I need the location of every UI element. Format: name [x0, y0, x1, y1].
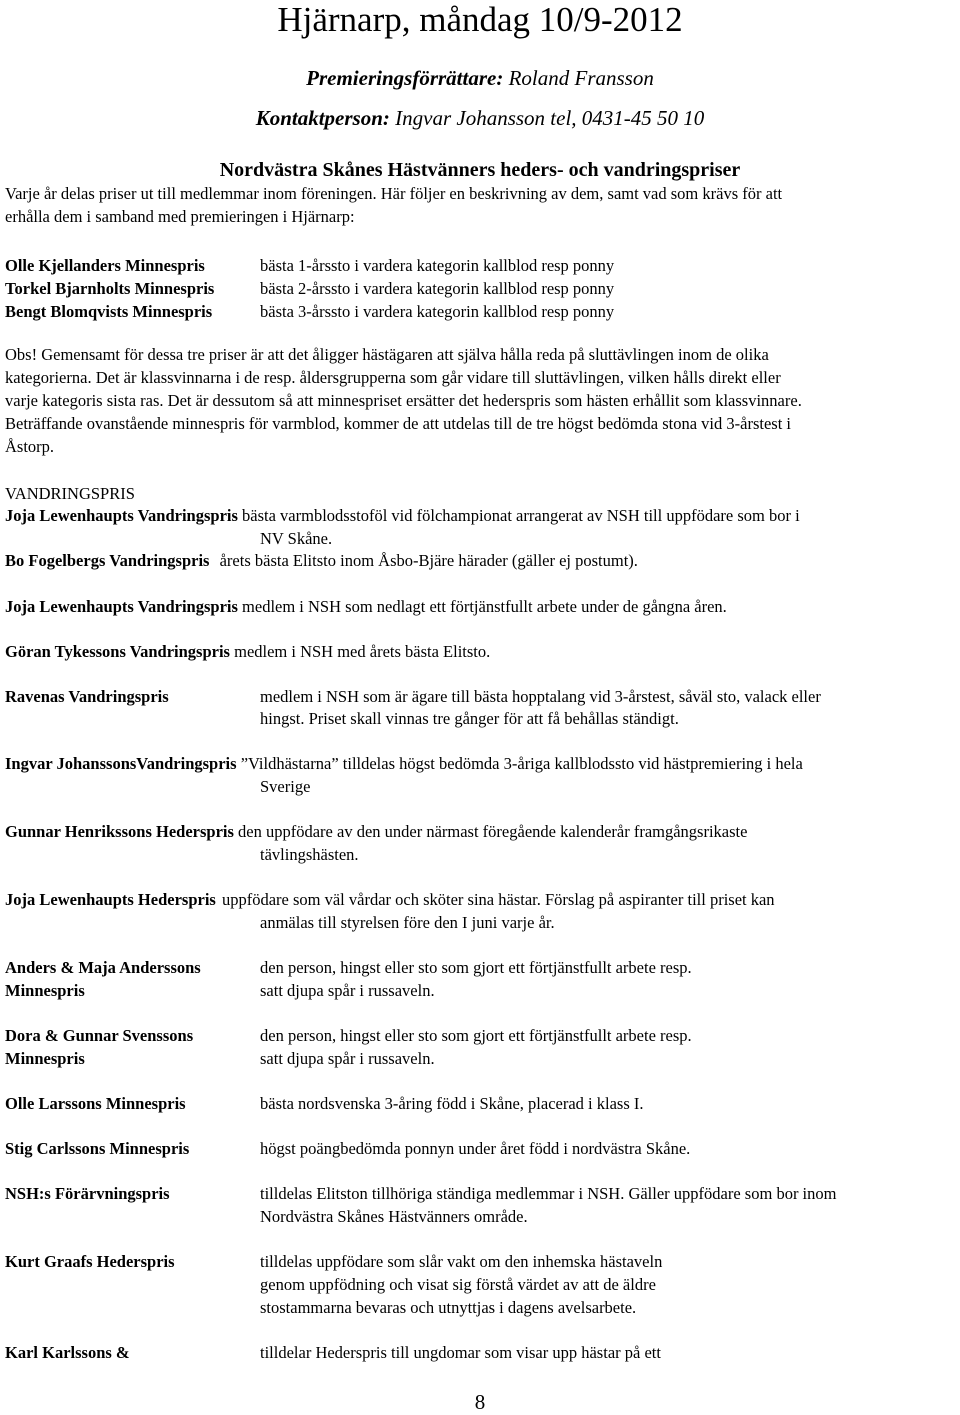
prize-desc: stostammarna bevaras och utnyttjas i dagens avelsarbete. — [260, 1298, 637, 1317]
prize-entry — [5, 596, 727, 618]
prize-name: Minnespris — [5, 1049, 85, 1068]
prize-name: Olle Larssons Minnespris — [5, 1094, 186, 1113]
official-line — [0, 66, 960, 91]
prize-name: Joja Lewenhaupts Hederspris — [5, 890, 216, 909]
page-number: 8 — [474, 1390, 486, 1414]
obs-line: kategorierna. Det är klassvinnarna i de resp. åldersgrupperna som går vidare till sluttävlingen, vilken hålls direkt eller — [5, 368, 781, 387]
prize-desc: Nordvästra Skånes Hästvänners område. — [260, 1207, 528, 1226]
prize-name: Anders & Maja Anderssons — [5, 958, 201, 977]
prize-name: Joja Lewenhaupts Vandringspris — [5, 597, 238, 616]
prize-desc: uppfödare som väl vårdar och sköter sina hästar. Förslag på aspiranter till priset kan — [221, 890, 775, 909]
prize-name: Bo Fogelbergs Vandringspris — [5, 551, 210, 570]
prize-name: Ravenas Vandringspris — [5, 687, 169, 706]
section-heading: Nordvästra Skånes Hästvänners heders- och vandringspriser — [219, 159, 741, 181]
obs-line: Beträffande ovanstående minnespris för varmblod, kommer de att utdelas till de tre högst bedömda stona vid 3-årstest i — [5, 414, 791, 433]
contact-value: Ingvar Johansson tel, 0431-45 50 10 — [395, 106, 705, 130]
prize-name: Minnespris — [5, 981, 85, 1000]
prize-entry — [5, 550, 638, 572]
prize-desc: bästa 3-årssto i vardera kategorin kallblod resp ponny — [260, 302, 615, 321]
prize-entry — [5, 821, 747, 843]
prize-desc: genom uppfödning och visat sig förstå värdet av att de äldre — [260, 1275, 656, 1294]
prize-desc: tävlingshästen. — [260, 845, 359, 864]
prize-desc: bästa 1-årssto i vardera kategorin kallblod resp ponny — [260, 256, 615, 275]
prize-desc: ”Vildhästarna” tilldelas högst bedömda 3-åriga kallblodssto vid hästpremiering i hela — [240, 754, 803, 773]
prize-desc: tilldelas Elitston tillhöriga ständiga medlemmar i NSH. Gäller uppfödare som bor inom — [260, 1184, 837, 1203]
prize-name: Kurt Graafs Hederspris — [5, 1252, 175, 1271]
prize-name: Göran Tykessons Vandringspris — [5, 642, 230, 661]
prize-name: NSH:s Förärvningspris — [5, 1184, 170, 1203]
page-title: Hjärnarp, måndag 10/9-2012 — [277, 0, 683, 39]
prize-desc: bästa 2-årssto i vardera kategorin kallblod resp ponny — [260, 279, 615, 298]
prize-desc: Sverige — [260, 777, 311, 796]
prize-desc: hingst. Priset skall vinnas tre gånger för att få behållas ständigt. — [260, 709, 679, 728]
prize-desc: anmälas till styrelsen före den I juni varje år. — [260, 913, 555, 932]
prize-name: Karl Karlssons & — [5, 1343, 130, 1362]
prize-desc: högst poängbedömda ponnyn under året född i nordvästra Skåne. — [260, 1139, 691, 1158]
obs-line: varje kategoris sista ras. Det är dessutom så att minnespriset ersätter det hederspris som hästen erhållit som klassvinnare. — [5, 391, 802, 410]
prize-desc: tilldelar Hederspris till ungdomar som visar upp hästar på ett — [260, 1343, 661, 1362]
prize-desc: medlem i NSH som nedlagt ett förtjänstfullt arbete under de gångna åren. — [242, 597, 727, 616]
prize-name: Torkel Bjarnholts Minnespris — [5, 279, 215, 298]
prize-name: Gunnar Henrikssons Hederspris — [5, 822, 234, 841]
contact-label: Kontaktperson: — [255, 106, 390, 130]
prize-desc: medlem i NSH som är ägare till bästa hopptalang vid 3-årstest, såväl sto, valack eller — [260, 687, 821, 706]
prize-desc: tilldelas uppfödare som slår vakt om den inhemska hästaveln — [260, 1252, 663, 1271]
prize-desc: den person, hingst eller sto som gjort ett förtjänstfullt arbete resp. — [260, 958, 692, 977]
prize-desc: den person, hingst eller sto som gjort ett förtjänstfullt arbete resp. — [260, 1026, 692, 1045]
obs-line: Åstorp. — [5, 437, 55, 456]
obs-line: Obs! Gemensamt för dessa tre priser är att det åligger hästägaren att själva hålla reda på sluttävlingen inom de olika — [5, 345, 769, 364]
prize-name: Ingvar JohanssonsVandringspris — [5, 754, 237, 773]
prize-name: Olle Kjellanders Minnespris — [5, 256, 205, 275]
prize-entry — [5, 641, 490, 663]
prize-entry — [5, 889, 775, 911]
prize-desc: NV Skåne. — [260, 529, 333, 548]
official-name: Roland Fransson — [508, 66, 654, 90]
prize-name: Joja Lewenhaupts Vandringspris — [5, 506, 238, 525]
contact-line — [0, 106, 960, 131]
prize-desc: medlem i NSH med årets bästa Elitsto. — [234, 642, 491, 661]
prize-name: Dora & Gunnar Svenssons — [5, 1026, 194, 1045]
prize-name: Bengt Blomqvists Minnespris — [5, 302, 213, 321]
prize-entry — [5, 753, 803, 775]
prize-desc: den uppfödare av den under närmast föregående kalenderår framgångsrikaste — [238, 822, 748, 841]
prize-desc: satt djupa spår i russaveln. — [260, 1049, 435, 1068]
prize-entry — [5, 505, 800, 527]
prize-desc: bästa nordsvenska 3-åring född i Skåne, placerad i klass I. — [260, 1094, 644, 1113]
prize-name: Stig Carlssons Minnespris — [5, 1139, 190, 1158]
vandringspris-heading: VANDRINGSPRIS — [5, 484, 135, 503]
prize-desc: satt djupa spår i russaveln. — [260, 981, 435, 1000]
intro-line-1: Varje år delas priser ut till medlemmar inom föreningen. Här följer en beskrivning av dem, samt vad som krävs för att — [5, 184, 783, 203]
intro-line-2: erhålla dem i samband med premieringen i Hjärnarp: — [5, 207, 355, 226]
prize-desc: bästa varmblodsstoföl vid fölchampionat arrangerat av NSH till uppfödare som bor i — [242, 506, 800, 525]
prize-desc: årets bästa Elitsto inom Åsbo-Bjäre härader (gäller ej postumt). — [219, 551, 638, 570]
official-label: Premieringsförrättare: — [306, 66, 504, 90]
